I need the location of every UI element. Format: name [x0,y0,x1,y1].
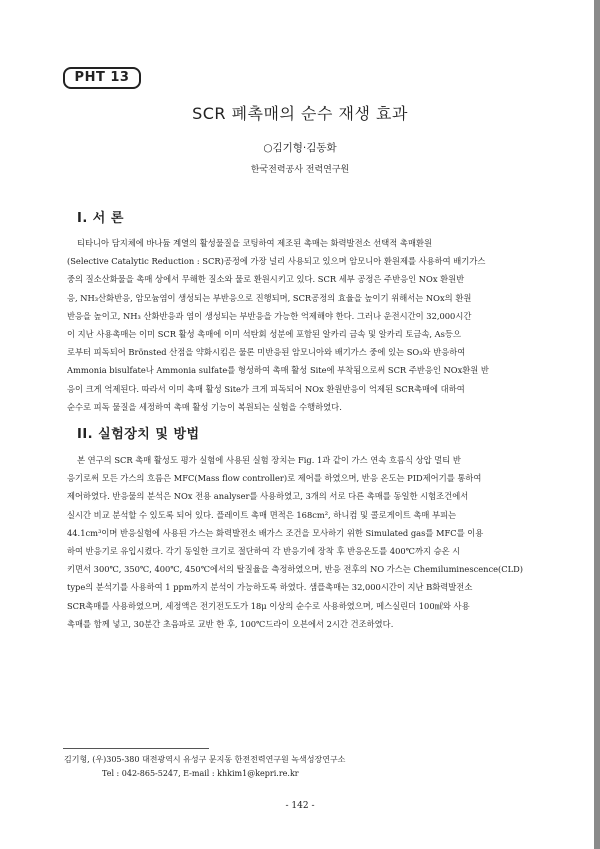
text-line: 44.1cm³이며 반응실험에 사용된 가스는 화력발전소 배가스 조건을 모사하기 위한 Simulated gas를 MFC를 이용 [67,527,484,538]
text-line: 순수로 피독 물질을 세정하여 촉매 활성 기능이 복원되는 실험을 수행하였다. [67,401,342,412]
text-line: 반응을 높이고, NH₃ 산화반응과 염이 생성되는 부반응을 가능한 억제해야 한다. 그러나 운전시간이 32,000시간 [67,310,472,321]
text-line: 하여 반응기로 유입시켰다. 각기 동일한 크기로 절단하여 각 반응기에 장착 후 반응온도를 400℃까지 승온 시 [67,546,461,557]
text-line: 중의 질소산화물을 촉매 상에서 무해한 질소와 물로 환원시키고 있다. SCR 세부 공정은 주반응인 NOx 환원반 [67,274,465,285]
text-line: 응이 크게 억제된다. 따라서 이미 촉매 활성 Site가 크게 피독되어 NOx 환원반응이 억제된 SCR촉매에 대하여 [67,383,465,394]
text-line: 실시간 비교 분석할 수 있도록 되어 있다. 플레이트 촉매 면적은 168cm², 하니컴 및 콜로게이트 촉매 부피는 [67,509,457,520]
text-line: 이 지난 사용촉매는 이미 SCR 활성 촉매에 이미 석탄회 성분에 포함된 알카리 금속 및 알카리 토금속, As등으 [67,329,461,340]
text-line: 촉매를 함께 넣고, 30분간 초음파로 교반 한 후, 100℃드라이 오븐에서 2시간 건조하였다. [67,618,394,629]
footnote-address: 김기형, (우)305-380 대전광역시 유성구 문지동 한전전력연구원 녹색성장연구소 [64,755,346,764]
page-edge [594,0,600,849]
paper-title: SCR 폐촉매의 순수 재생 효과 [192,104,408,123]
text-line: 로부터 피독되어 Brönsted 산점을 약화시킴은 물론 미반응된 암모니아와 배기가스 중에 있는 SO₃와 반응하여 [67,347,466,358]
text-line: type의 분석기를 사용하여 1 ppm까지 분석이 가능하도록 하였다. 샘플촉매는 32,000시간이 지난 B화력발전소 [67,582,473,593]
section-heading-methods: II. 실험장치 및 방법 [77,427,200,442]
text-line: 제어하였다. 반응물의 분석은 NOx 전용 analyser를 사용하였고, 3개의 서로 다른 촉매를 동일한 시험조건에서 [67,491,469,502]
footnote-rule [63,748,209,749]
section-heading-intro: I. 서 론 [77,211,124,226]
paragraph-methods [67,451,533,633]
footnote-contact: Tel : 042-865-5247, E-mail : khkim1@kepri.re.kr [102,769,299,778]
text-line: 응, NH₃산화반응, 암모늄염이 생성되는 부반응으로 진행되며, SCR공정의 효율을 높이기 위해서는 NOx의 환원 [67,292,472,303]
page-number: - 142 - [285,801,315,811]
text-line: 본 연구의 SCR 촉매 활성도 평가 실험에 사용된 실험 장치는 Fig. 1과 같이 가스 연속 흐름식 상압 멀티 반 [77,455,461,465]
session-badge: PHT 13 [63,67,141,89]
text-line: 응기로써 모든 가스의 흐름은 MFC(Mass flow controller)로 제어를 하였으며, 반응 온도는 PID제어기를 통하여 [67,473,482,484]
authors: ○김기형·김동화 [263,142,337,154]
text-line: Ammonia bisulfate나 Ammonia sulfate를 형성하여 촉매 활성 Site에 부착됨으로써 SCR 주반응인 NOx환원 반 [67,365,489,376]
affiliation: 한국전력공사 전력연구원 [250,165,350,175]
text-line: (Selective Catalytic Reduction : SCR)공정에 가장 널리 사용되고 있으며 암모니아 환원제를 사용하여 배기가스 [67,256,486,267]
paragraph-intro [67,234,533,416]
text-line: SCR촉매를 사용하였으며, 세정액은 전기전도도가 18μ 이상의 순수로 사용하였으며, 메스실린더 100㎖와 사용 [67,600,470,611]
text-line: 키면서 300℃, 350℃, 400℃, 450℃에서의 탈질율을 측정하였으며, 반응 전후의 NO 가스는 Chemiluminescence(CLD) [67,564,524,575]
text-line: 티타니아 담지체에 바나듐 계열의 활성물질을 코팅하여 제조된 촉매는 화력발전소 선택적 촉매환원 [77,238,432,248]
